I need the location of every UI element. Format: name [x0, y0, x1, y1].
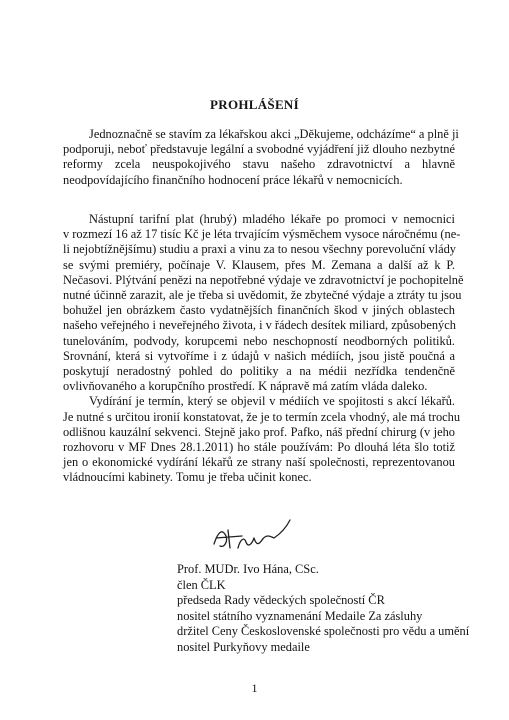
text-line: Nečasovi. Plýtvání penězi na nepotřebné výdaje ve zdravotnictví je pochopitelně	[63, 272, 464, 287]
signer-role: předseda Rady vědeckých společností ČR	[177, 593, 385, 607]
text-line: Jednoznačně se stavím za lékařskou akci „Děkujeme, odcházíme“ a plně ji	[89, 127, 459, 141]
text-line: li nejobtížnějšímu) studiu a praxi a vinu za to nesou všechny porevoluční vlády	[63, 242, 456, 257]
text-line: nutné účinně zarazit, ale je třeba si uvědomit, že zbytečné výdaje a ztráty tu jsou	[63, 288, 462, 303]
signer-role: nositel státního vyznamenání Medaile Za zásluhy	[177, 608, 423, 623]
text-line: Je nutné s určitou ironií konstatovat, že je to termín zcela vhodný, ale má trochu	[63, 409, 461, 424]
signature-block	[177, 562, 469, 655]
text-line: Vydírání je termín, který se objevil v médiích ve spojitosti s akcí lékařů.	[89, 394, 455, 409]
text-line: reformy zcela neuspokojivého stavu našeho zdravotnictví a hlavně	[63, 157, 455, 172]
text-line: Nástupní tarifní plat (hrubý) mladého lékaře po promoci v nemocnici	[89, 212, 455, 226]
text-line: neodpovídajícího finančního hodnocení práce lékařů v nemocnicích.	[63, 172, 403, 187]
signer-role: člen ČLK	[177, 577, 226, 592]
paragraph-salary	[63, 212, 464, 486]
signer-role: držitel Ceny Československé společnosti pro vědu a umění	[177, 624, 470, 638]
paragraph-support	[63, 127, 459, 188]
text-line: Srovnání, která si vytvoříme i z údajů v našich médiích, jsou jistě poučná a	[63, 348, 455, 363]
text-line: odlišnou kauzální sekvenci. Stejně jako prof. Pafko, náš přední chirurg (v jeho	[63, 424, 455, 439]
signer-role: nositel Purkyňovy medaile	[177, 639, 310, 654]
text-line: ovlivňovaného a korupčního prostředí. K nápravě má zatím vláda daleko.	[63, 379, 428, 394]
text-line: vládnoucími kabinety. Tomu je třeba učinit konec.	[63, 470, 312, 485]
text-line: podporuji, neboť představuje legální a svobodné vyjádření již dlouho nezbytné	[63, 142, 455, 157]
signer-name: Prof. MUDr. Ivo Hána, CSc.	[177, 562, 319, 576]
text-line: se svými premiéry, počínaje V. Klausem, přes M. Zemana a další až k P.	[63, 257, 455, 272]
text-line: bohužel jen obrázkem často vydatnějších finančních škod v jiných oblastech	[63, 303, 455, 318]
document-title: PROHLÁŠENÍ	[210, 97, 299, 112]
text-line: rozhovoru v MF Dnes 28.1.2011) ho stále používám: Po dlouhá léta šlo totiž	[63, 440, 455, 455]
handwritten-signature	[208, 514, 318, 562]
text-line: poskytují neradostný pohled do politiky a na médii nezřídka tendenčně	[63, 364, 455, 379]
text-line: tunelováním, podvody, korupcemi nebo neschopností neodborných politiků.	[63, 333, 455, 348]
text-line: jen o ekonomické vydírání lékařů ze strany naší společnosti, reprezentovanou	[63, 455, 455, 470]
text-line: našeho veřejného i neveřejného života, i v řádech desítek miliard, způsobených	[63, 318, 456, 333]
text-line: v rozmezí 16 až 17 tisíc Kč je léta trvajícím výsměchem vysoce náročnému (ne-	[63, 227, 461, 242]
page-number: 1	[251, 681, 258, 695]
